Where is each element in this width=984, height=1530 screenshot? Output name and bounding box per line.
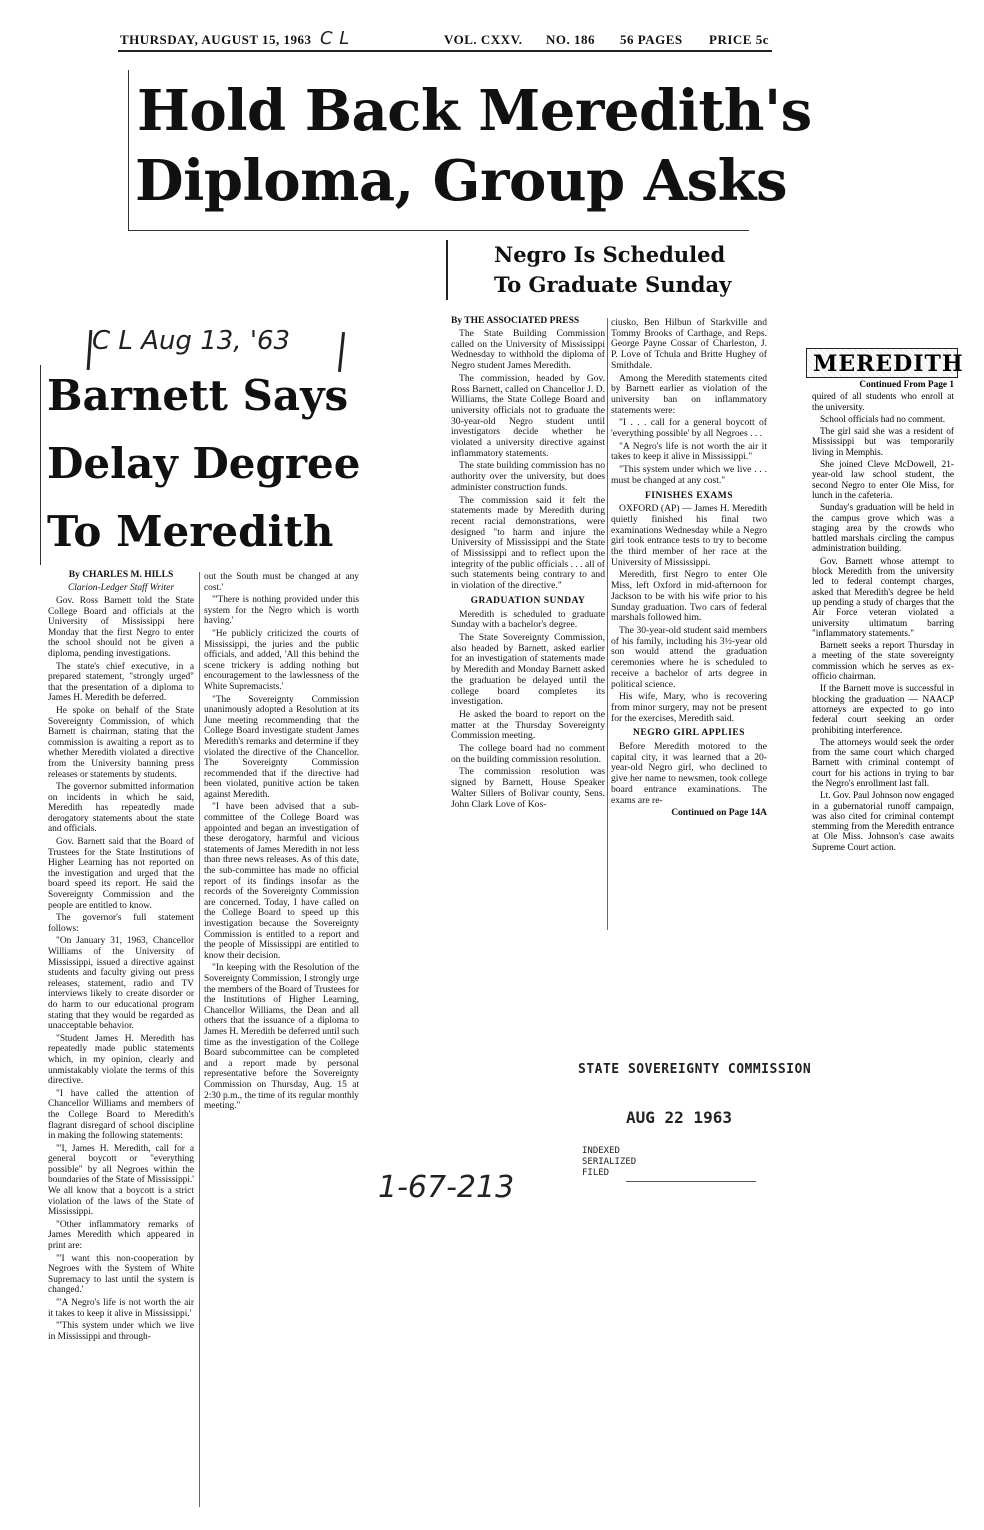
subhead-graduation: GRADUATION SUNDAY [470, 595, 586, 606]
handwritten-date: C L Aug 13, '63 [92, 326, 291, 356]
paragraph: Before Meredith motored to the capital city, it was learned that a 20-year-old Negro girl, who declined to give her name to newsmen, took college board entrance examinations. The exams are re- [611, 741, 767, 806]
main-headline-line1: Hold Back Meredith's [137, 78, 812, 144]
paragraph: "I have been advised that a sub-committee of the College Board was appointed and began an investigation of these derogatory, harmful and vicious statements of James Meredith in not less than three news releases. As of this date, the sub-committee has made no official report of its findings insofar as the records of the Sovereignty Commission are concerned. Today, I have called on the College Board to speed up this investigation because the Sovereignty Commission is entitled to a report and the people of Mississippi are entitled to know their decision. [204, 802, 359, 961]
paragraph: The governor submitted information on incidents in which he said, Meredith has repeatedly made derogatory statements about the state and officials. [48, 782, 194, 835]
paragraph: The governor's full statement follows: [48, 913, 194, 934]
second-headline-line3: To Meredith [47, 507, 334, 556]
paragraph: ciusko, Ben Hilbun of Starkville and Tommy Brooks of Carthage, and Reps. George Payne Cossar of Charleston, J. P. Love of Tchula and Britte Hughey of Smithdale. [611, 318, 767, 371]
paragraph: "In keeping with the Resolution of the Sovereignty Commission, I strongly urge the members of the Board of Trustees for the Institutions of Higher Learning, Chancellor Williams, the Dean and all others that the issuance of a diploma to James H. Meredith be deferred until such time as the investigation of the College Board subcommittee can be completed and a report made by personal representative before the Sovereignty Commission on Thursday, Aug. 15 at 2:30 p.m., the time of its regular monthly meeting." [204, 963, 359, 1112]
paragraph: "He publicly criticized the courts of Mississippi, the juries and the public officials, and added, 'All this behind the scene trickery is adding nothing but encouragement to the lawlessness of the White Supremacists.' [204, 628, 359, 692]
paragraph: He asked the board to report on the matter at the Thursday Sovereignty Commission meeting. [451, 708, 605, 742]
continuation-label-box [806, 348, 964, 378]
paragraph: Meredith is scheduled to graduate Sunday with a bachelor's degree. [451, 608, 605, 631]
paragraph: "'I want this non-cooperation by Negroes with the System of White Supremacy to last until the system is changed.' [48, 1253, 194, 1296]
paragraph: Gov. Barnett said that the Board of Trustees for the State Institutions of Higher Learning has not reported on the investigation and urged that the board speed its report. He said the Sovereignty Commission and the people are entitled to know. [48, 837, 194, 911]
stamp-filed: FILED [582, 1168, 610, 1178]
paragraph: Meredith, first Negro to enter Ole Miss, left Oxford in mid-afternoon for Jackson to be with his wife prior to his Sunday graduation. Two cars of federal marshals followed him. [611, 569, 767, 624]
paragraph: His wife, Mary, who is recovering from minor surgery, may not be present for the exercises, Meredith said. [611, 691, 767, 724]
paragraph: Gov. Barnett whose attempt to block Meredith from the university led to federal contempt charges, asked that Meredith's degree be held up pending a study of charges that the Air Force veteran violated a university ultimatum barring "inflammatory statements." [812, 556, 954, 639]
paper-mark: C L [320, 28, 350, 49]
stamp-agency: STATE SOVEREIGNTY COMMISSION [578, 1062, 812, 1077]
paragraph: The State Building Commission called on the University of Mississippi Wednesday to withhold the diploma of Negro student James Meredith. [451, 328, 605, 372]
paragraph: Gov. Ross Barnett told the State College Board and officials at the University of Mississippi here Monday that the first Negro to enter the school should not be given a diploma, pending investigations. [48, 596, 194, 659]
masthead-volume: VOL. CXXV. [444, 32, 523, 47]
received-stamp [578, 1058, 812, 1190]
second-byline-role: Clarion-Ledger Staff Writer [67, 583, 175, 593]
paragraph: The commission resolution was signed by Barnett, House Speaker Walter Sillers of Bolivar county, Sens. John Clark Love of Kos- [451, 766, 605, 810]
paragraph: The state building commission has no authority over the university, but does administer construction funds. [451, 460, 605, 493]
paragraph: Sunday's graduation will be held in the campus grove which was a staging area by the crowds who battled marshals circling the campus administration building. [812, 503, 954, 555]
file-number: 1-67-213 [378, 1170, 515, 1205]
subhead-negro-girl-applies: NEGRO GIRL APPLIES [633, 728, 745, 739]
main-story-column-1 [451, 316, 605, 928]
paragraph: "On January 31, 1963, Chancellor Williams of the University of Mississippi, issued a directive against students and faculty giving out press releases, statement, radio and TV interviews likely to create disorder or do harm to our educational program stating that they would be regarded as unacceptable behavior. [48, 936, 194, 1032]
paragraph: School officials had no comment. [820, 414, 946, 425]
paragraph: "'I, James H. Meredith, call for a general boycott or "everything possible" by all Negroes within the boundaries of the State of Mississippi.' We all know that a boycott is a strict violation of the laws of the State of Mississippi. [48, 1143, 194, 1218]
second-headline-line1: Barnett Says [47, 371, 349, 420]
continued-line: Continued on Page 14A [671, 808, 767, 819]
main-story-column-2 [611, 318, 767, 938]
second-headline [40, 365, 366, 565]
paragraph: The 30-year-old student said members of his family, including his 3½-year old son would attend the graduation ceremonies where he is scheduled to receive a bachelor of arts degree in political science. [611, 624, 767, 690]
masthead-date: THURSDAY, AUGUST 15, 1963 [120, 32, 312, 47]
paragraph: Barnett seeks a report Thursday in a meeting of the state sovereignty commission which he serves as ex-officio chairman. [812, 641, 954, 683]
paragraph: He spoke on behalf of the State Sovereignty Commission, of which Barnett is chairman, stating that the commission is awaiting a report as to whether Meredith violated a directive from the University banning press releases or statements by students. [48, 705, 194, 780]
paragraph: "Other inflammatory remarks of James Meredith which appeared in print are: [48, 1219, 194, 1252]
paragraph: The State Sovereignty Commission, also headed by Barnett, asked earlier for an investigation of statements made by Meredith and Monday Barnett asked the graduation be delayed until the college board completes its investigation. [451, 631, 605, 708]
paragraph: The state's chief executive, in a prepared statement, "strongly urged" that the presentation of a diploma to James H. Meredith be deferred. [48, 661, 194, 704]
main-byline: By THE ASSOCIATED PRESS [451, 316, 580, 326]
masthead-rule [118, 50, 772, 52]
stamp-fields [582, 1146, 636, 1179]
continuation-body [812, 380, 954, 940]
stamp-indexed: INDEXED [582, 1146, 620, 1156]
subheadline-line1: Negro Is Scheduled [494, 242, 726, 267]
headline-divider [446, 240, 448, 300]
subheadline [494, 240, 754, 300]
subhead-finishes-exams: FINISHES EXAMS [644, 490, 734, 501]
paragraph: "I have called the attention of Chancellor Williams and members of the College Board to Meredith's flagrant disregard of school discipline in making the following statements: [48, 1088, 194, 1142]
masthead-price: PRICE 5c [709, 32, 769, 47]
continued-from: Continued From Page 1 [859, 380, 954, 390]
paragraph: "Student James H. Meredith has repeatedly made public statements which, in my opinion, clearly and unmistakably violate the terms of this directive. [48, 1033, 194, 1087]
second-byline: By CHARLES M. HILLS [68, 570, 174, 580]
paragraph: "'A Negro's life is not worth the air it takes to keep it alive in Mississippi.' [48, 1298, 194, 1319]
main-headline-line2: Diploma, Group Asks [135, 148, 787, 214]
continuation-label: MEREDITH [813, 351, 964, 377]
paragraph: Among the Meredith statements cited by Barnett earlier as violation of the university ban on inflammatory statements were: [611, 372, 767, 416]
column-rule [607, 318, 608, 930]
second-story-column-2 [204, 572, 359, 1272]
second-story-column-1 [48, 570, 194, 1510]
second-headline-line2: Delay Degree [47, 439, 361, 488]
paragraph: The college board had no comment on the building commission resolution. [451, 743, 605, 765]
masthead [120, 28, 772, 52]
column-rule [199, 572, 200, 1507]
paragraph: The attorneys would seek the order from the same court which charged Barnett with criminal contempt of court for his actions in trying to bar the Negro's enrollment last fall. [812, 737, 954, 789]
paragraph: Lt. Gov. Paul Johnson now engaged in a gubernatorial runoff campaign, was also cited for criminal contempt stemming from the Meredith entrance at Ole Miss. Johnson's case awaits Supreme Court action. [812, 791, 954, 853]
stamp-line [626, 1181, 756, 1182]
stamp-date: AUG 22 1963 [626, 1108, 732, 1127]
subheadline-line2: To Graduate Sunday [494, 272, 732, 297]
paragraph: "The Sovereignty Commission unanimously adopted a Resolution at its June meeting recommending that the College Board investigate student James Meredith's remarks and determine if they violated the directive of the Chancellor. The Sovereignty Commission recommended that if the directive had been violated, punitive action be taken against Meredith. [204, 694, 359, 800]
paragraph: "I . . . call for a general boycott of 'everything possible' by all Negroes . . . [611, 417, 767, 440]
paragraph: out the South must be changed at any cost.' [204, 572, 359, 593]
paragraph: The girl said she was a resident of Mississippi but was temporarily living in Memphis. [812, 427, 954, 458]
paragraph: The commission, headed by Gov. Ross Barnett, called on Chancellor J. D. Williams, the State College Board and university officials not to graduate the 30-year-old Negro student until investigators decide whether he violated a university directive against inflammatory statements. [451, 372, 605, 459]
paragraph: quired of all students who enroll at the university. [812, 392, 954, 413]
paragraph: If the Barnett move is successful in blocking the graduation — NAACP attorneys are expected to go into federal court seeking an order prohibiting interference. [812, 684, 954, 736]
paragraph: "A Negro's life is not worth the air it takes to keep it alive in Mississippi." [611, 440, 767, 463]
main-headline [128, 70, 812, 231]
paragraph: OXFORD (AP) — James H. Meredith quietly finished his final two examinations Wednesday while a Negro girl took entrance tests to try to become the third member of her race at the University of Mississippi. [611, 503, 767, 568]
paragraph: "'This system under which we live in Mississippi and through- [48, 1321, 194, 1342]
masthead-number: NO. 186 [546, 32, 595, 47]
paragraph: The commission said it felt the statements made by Meredith during recent racial demonstrations, were designed "to harm and injure the University of Mississippi and the State of Mississippi and to reflect upon the integrity of the public officials . . . all of such statements being contrary to and in violation of the directive." [451, 494, 605, 592]
paragraph: "'There is nothing provided under this system for the Negro which is worth having.' [204, 595, 359, 627]
masthead-pages: 56 PAGES [620, 32, 683, 47]
paragraph: She joined Cleve McDowell, 21-year-old law school student, the second Negro to enter Ole Miss, for lunch in the cafeteria. [812, 460, 954, 501]
paragraph: "This system under which we live . . . must be changed at any cost." [611, 464, 767, 486]
continuation-clipping [794, 340, 962, 960]
stamp-serialized: SERIALIZED [582, 1157, 637, 1167]
